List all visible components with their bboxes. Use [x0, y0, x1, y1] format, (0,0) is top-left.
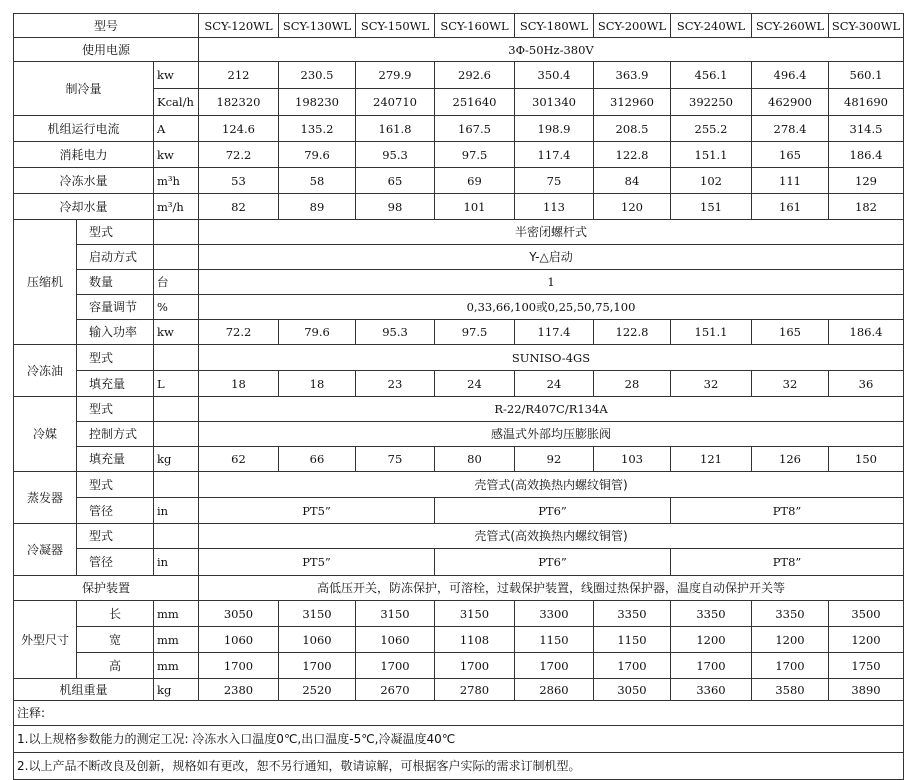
power-value: 165 — [752, 142, 829, 168]
cooling-water-value: 182 — [829, 194, 904, 220]
unit-mm: mm — [154, 601, 199, 627]
height-value: 1700 — [356, 653, 435, 679]
evaporator-label: 蒸发器 — [14, 472, 77, 524]
current-value: 135.2 — [279, 116, 356, 142]
weight-value: 3360 — [671, 679, 752, 701]
power-value: 117.4 — [515, 142, 594, 168]
compressor-input-value: 165 — [752, 320, 829, 345]
current-value: 124.6 — [199, 116, 279, 142]
condenser-type-label: 型式 — [77, 524, 154, 549]
condenser-label: 冷凝器 — [14, 524, 77, 576]
evaporator-pipe-value: PT6” — [435, 498, 671, 524]
compressor-input-value: 79.6 — [279, 320, 356, 345]
width-value: 1200 — [829, 627, 904, 653]
refrigerant-fill-value: 92 — [515, 447, 594, 472]
cooling-kw-value: 456.1 — [671, 62, 752, 89]
unit-kcal: Kcal/h — [154, 89, 199, 116]
oil-fill-value: 18 — [199, 371, 279, 397]
oil-fill-value: 23 — [356, 371, 435, 397]
notes-line-1: 1.以上规格参数能力的测定工况: 冷冻水入口温度0℃,出口温度-5℃,冷凝温度40℃ — [14, 726, 904, 753]
evaporator-pipe-row — [14, 498, 904, 524]
condenser-type-value: 壳管式(高效换热内螺纹铜管) — [199, 524, 904, 549]
refrigerant-fill-value: 66 — [279, 447, 356, 472]
weight-value: 2520 — [279, 679, 356, 701]
notes-title-row — [14, 701, 904, 726]
cooling-water-value: 101 — [435, 194, 515, 220]
protection-value: 高低压开关，防冻保护，可溶栓，过载保护装置，线圈过热保护器，温度自动保护开关等 — [199, 576, 904, 601]
width-value: 1060 — [279, 627, 356, 653]
weight-value: 2860 — [515, 679, 594, 701]
oil-fill-row — [14, 371, 904, 397]
length-value: 3150 — [435, 601, 515, 627]
dimensions-label: 外型尺寸 — [14, 601, 77, 679]
power-supply-value: 3Φ-50Hz-380V — [199, 38, 904, 62]
height-value: 1750 — [829, 653, 904, 679]
cooling-kw-value: 230.5 — [279, 62, 356, 89]
power-value: 95.3 — [356, 142, 435, 168]
chilled-water-row — [14, 168, 904, 194]
weight-value: 2780 — [435, 679, 515, 701]
running-current-label: 机组运行电流 — [14, 116, 154, 142]
refrigerant-fill-value: 103 — [594, 447, 671, 472]
compressor-input-value: 186.4 — [829, 320, 904, 345]
running-current-row — [14, 116, 904, 142]
unit-m3h: m³/h — [154, 194, 199, 220]
empty-unit-cell — [154, 422, 199, 447]
width-value: 1150 — [594, 627, 671, 653]
cooling-kcal-value: 240710 — [356, 89, 435, 116]
dimension-height-label: 高 — [77, 653, 154, 679]
cooling-water-label: 冷却水量 — [14, 194, 154, 220]
length-value: 3050 — [199, 601, 279, 627]
chilled-water-value: 75 — [515, 168, 594, 194]
model-name: SCY-300WL — [829, 14, 904, 38]
unit-kw: kw — [154, 320, 199, 345]
weight-value: 2380 — [199, 679, 279, 701]
unit-percent: % — [154, 295, 199, 320]
current-value: 167.5 — [435, 116, 515, 142]
refrigerant-type-value: R-22/R407C/R134A — [199, 397, 904, 422]
compressor-label: 压缩机 — [14, 220, 77, 345]
compressor-start-value: Y-△启动 — [199, 245, 904, 270]
refrigerant-fill-value: 75 — [356, 447, 435, 472]
condenser-type-row — [14, 524, 904, 549]
length-value: 3350 — [752, 601, 829, 627]
cooling-water-value: 89 — [279, 194, 356, 220]
model-name: SCY-160WL — [435, 14, 515, 38]
length-value: 3300 — [515, 601, 594, 627]
refrigerant-fill-value: 62 — [199, 447, 279, 472]
header-row — [14, 14, 904, 38]
compressor-start-label: 启动方式 — [77, 245, 154, 270]
condenser-pipe-label: 管径 — [77, 549, 154, 576]
refrigerant-fill-value: 126 — [752, 447, 829, 472]
cooling-kw-value: 560.1 — [829, 62, 904, 89]
refrigerant-label: 冷媒 — [14, 397, 77, 472]
condenser-pipe-row — [14, 549, 904, 576]
unit-m3h: m³h — [154, 168, 199, 194]
condenser-pipe-value: PT5” — [199, 549, 435, 576]
unit-inch: in — [154, 498, 199, 524]
height-value: 1700 — [671, 653, 752, 679]
refrigerant-control-row — [14, 422, 904, 447]
compressor-capacity-label: 容量调节 — [77, 295, 154, 320]
dimension-length-label: 长 — [77, 601, 154, 627]
unit-mm: mm — [154, 627, 199, 653]
cooling-kcal-value: 392250 — [671, 89, 752, 116]
model-name: SCY-150WL — [356, 14, 435, 38]
refrigerant-type-label: 型式 — [77, 397, 154, 422]
chilled-water-value: 53 — [199, 168, 279, 194]
model-name: SCY-130WL — [279, 14, 356, 38]
dimension-length-row — [14, 601, 904, 627]
refrigerant-control-label: 控制方式 — [77, 422, 154, 447]
empty-unit-cell — [154, 397, 199, 422]
model-header-label: 型号 — [14, 14, 199, 38]
current-value: 255.2 — [671, 116, 752, 142]
compressor-capacity-value: 0,33,66,100或0,25,50,75,100 — [199, 295, 904, 320]
width-value: 1060 — [199, 627, 279, 653]
current-value: 198.9 — [515, 116, 594, 142]
oil-fill-label: 填充量 — [77, 371, 154, 397]
height-value: 1700 — [515, 653, 594, 679]
width-value: 1200 — [752, 627, 829, 653]
oil-fill-value: 28 — [594, 371, 671, 397]
compressor-input-label: 输入功率 — [77, 320, 154, 345]
unit-kg: kg — [154, 679, 199, 701]
power-consumption-row — [14, 142, 904, 168]
current-value: 278.4 — [752, 116, 829, 142]
compressor-input-value: 151.1 — [671, 320, 752, 345]
chilled-water-value: 111 — [752, 168, 829, 194]
cooling-kcal-value: 312960 — [594, 89, 671, 116]
width-value: 1150 — [515, 627, 594, 653]
evaporator-pipe-label: 管径 — [77, 498, 154, 524]
protection-label: 保护装置 — [14, 576, 199, 601]
chilled-water-value: 65 — [356, 168, 435, 194]
chilled-water-value: 58 — [279, 168, 356, 194]
power-value: 79.6 — [279, 142, 356, 168]
compressor-type-label: 型式 — [77, 220, 154, 245]
oil-fill-value: 24 — [435, 371, 515, 397]
compressor-qty-row — [14, 270, 904, 295]
spec-table — [13, 13, 904, 780]
refrigerant-fill-value: 80 — [435, 447, 515, 472]
cooling-water-value: 98 — [356, 194, 435, 220]
width-value: 1200 — [671, 627, 752, 653]
power-value: 72.2 — [199, 142, 279, 168]
oil-type-value: SUNISO-4GS — [199, 345, 904, 371]
dimension-width-label: 宽 — [77, 627, 154, 653]
chilled-water-label: 冷冻水量 — [14, 168, 154, 194]
oil-fill-value: 32 — [671, 371, 752, 397]
height-value: 1700 — [435, 653, 515, 679]
chilled-water-value: 69 — [435, 168, 515, 194]
evaporator-type-row — [14, 472, 904, 498]
compressor-qty-value: 1 — [199, 270, 904, 295]
evaporator-type-label: 型式 — [77, 472, 154, 498]
length-value: 3500 — [829, 601, 904, 627]
chilled-water-value: 102 — [671, 168, 752, 194]
empty-unit-cell — [154, 220, 199, 245]
cooling-water-value: 161 — [752, 194, 829, 220]
width-value: 1060 — [356, 627, 435, 653]
compressor-type-value: 半密闭螺杆式 — [199, 220, 904, 245]
weight-value: 3580 — [752, 679, 829, 701]
power-value: 151.1 — [671, 142, 752, 168]
current-value: 208.5 — [594, 116, 671, 142]
unit-tai: 台 — [154, 270, 199, 295]
refrigerant-fill-value: 150 — [829, 447, 904, 472]
weight-value: 3890 — [829, 679, 904, 701]
unit-kw: kw — [154, 142, 199, 168]
model-name: SCY-200WL — [594, 14, 671, 38]
empty-unit-cell — [154, 472, 199, 498]
power-value: 186.4 — [829, 142, 904, 168]
compressor-start-row — [14, 245, 904, 270]
empty-unit-cell — [154, 245, 199, 270]
oil-type-row — [14, 345, 904, 371]
dimension-width-row — [14, 627, 904, 653]
model-name: SCY-120WL — [199, 14, 279, 38]
compressor-input-value: 72.2 — [199, 320, 279, 345]
cooling-water-value: 82 — [199, 194, 279, 220]
cooling-kcal-value: 301340 — [515, 89, 594, 116]
cooling-kw-value: 279.9 — [356, 62, 435, 89]
current-value: 314.5 — [829, 116, 904, 142]
unit-kg: kg — [154, 447, 199, 472]
power-value: 122.8 — [594, 142, 671, 168]
compressor-capacity-row — [14, 295, 904, 320]
evaporator-type-value: 壳管式(高效换热内螺纹铜管) — [199, 472, 904, 498]
cooling-water-value: 113 — [515, 194, 594, 220]
length-value: 3350 — [594, 601, 671, 627]
length-value: 3350 — [671, 601, 752, 627]
cooling-kcal-value: 182320 — [199, 89, 279, 116]
model-name: SCY-240WL — [671, 14, 752, 38]
unit-amp: A — [154, 116, 199, 142]
power-value: 97.5 — [435, 142, 515, 168]
refrigerant-fill-value: 121 — [671, 447, 752, 472]
weight-row — [14, 679, 904, 701]
cooling-kw-value: 363.9 — [594, 62, 671, 89]
length-value: 3150 — [279, 601, 356, 627]
power-supply-label: 使用电源 — [14, 38, 199, 62]
evaporator-pipe-value: PT8” — [671, 498, 904, 524]
cooling-kw-value: 212 — [199, 62, 279, 89]
refrigerant-fill-row — [14, 447, 904, 472]
model-name: SCY-180WL — [515, 14, 594, 38]
notes-line1-row — [14, 726, 904, 753]
refrigerant-fill-label: 填充量 — [77, 447, 154, 472]
current-value: 161.8 — [356, 116, 435, 142]
compressor-qty-label: 数量 — [77, 270, 154, 295]
oil-fill-value: 24 — [515, 371, 594, 397]
compressor-type-row — [14, 220, 904, 245]
length-value: 3150 — [356, 601, 435, 627]
protection-row — [14, 576, 904, 601]
compressor-input-value: 95.3 — [356, 320, 435, 345]
cooling-water-value: 120 — [594, 194, 671, 220]
height-value: 1700 — [752, 653, 829, 679]
compressor-input-value: 97.5 — [435, 320, 515, 345]
power-supply-row — [14, 38, 904, 62]
refrigerant-type-row — [14, 397, 904, 422]
unit-inch: in — [154, 549, 199, 576]
height-value: 1700 — [279, 653, 356, 679]
cooling-kcal-value: 481690 — [829, 89, 904, 116]
cooling-water-row — [14, 194, 904, 220]
oil-type-label: 型式 — [77, 345, 154, 371]
oil-fill-value: 32 — [752, 371, 829, 397]
cooling-kcal-value: 198230 — [279, 89, 356, 116]
chilled-water-value: 84 — [594, 168, 671, 194]
oil-fill-value: 36 — [829, 371, 904, 397]
height-value: 1700 — [594, 653, 671, 679]
cooling-capacity-kw-row — [14, 62, 904, 89]
width-value: 1108 — [435, 627, 515, 653]
cooling-kw-value: 350.4 — [515, 62, 594, 89]
weight-value: 3050 — [594, 679, 671, 701]
height-value: 1700 — [199, 653, 279, 679]
empty-unit-cell — [154, 524, 199, 549]
cooling-capacity-label: 制冷量 — [14, 62, 154, 116]
cooling-kcal-value: 462900 — [752, 89, 829, 116]
unit-liter: L — [154, 371, 199, 397]
empty-unit-cell — [154, 345, 199, 371]
evaporator-pipe-value: PT5” — [199, 498, 435, 524]
model-name: SCY-260WL — [752, 14, 829, 38]
oil-fill-value: 18 — [279, 371, 356, 397]
notes-line2-row — [14, 753, 904, 780]
power-consumption-label: 消耗电力 — [14, 142, 154, 168]
unit-kw: kw — [154, 62, 199, 89]
cooling-kcal-value: 251640 — [435, 89, 515, 116]
dimension-height-row — [14, 653, 904, 679]
oil-label: 冷冻油 — [14, 345, 77, 397]
weight-label: 机组重量 — [14, 679, 154, 701]
cooling-kw-value: 496.4 — [752, 62, 829, 89]
condenser-pipe-value: PT6” — [435, 549, 671, 576]
cooling-kw-value: 292.6 — [435, 62, 515, 89]
chilled-water-value: 129 — [829, 168, 904, 194]
weight-value: 2670 — [356, 679, 435, 701]
cooling-water-value: 151 — [671, 194, 752, 220]
compressor-input-value: 117.4 — [515, 320, 594, 345]
compressor-input-row — [14, 320, 904, 345]
compressor-input-value: 122.8 — [594, 320, 671, 345]
refrigerant-control-value: 感温式外部均压膨胀阀 — [199, 422, 904, 447]
unit-mm: mm — [154, 653, 199, 679]
condenser-pipe-value: PT8” — [671, 549, 904, 576]
notes-line-2: 2.以上产品不断改良及创新，规格如有更改，恕不另行通知，敬请谅解，可根据客户实际的需求订制机型。 — [14, 753, 904, 780]
notes-title: 注释: — [14, 701, 904, 726]
